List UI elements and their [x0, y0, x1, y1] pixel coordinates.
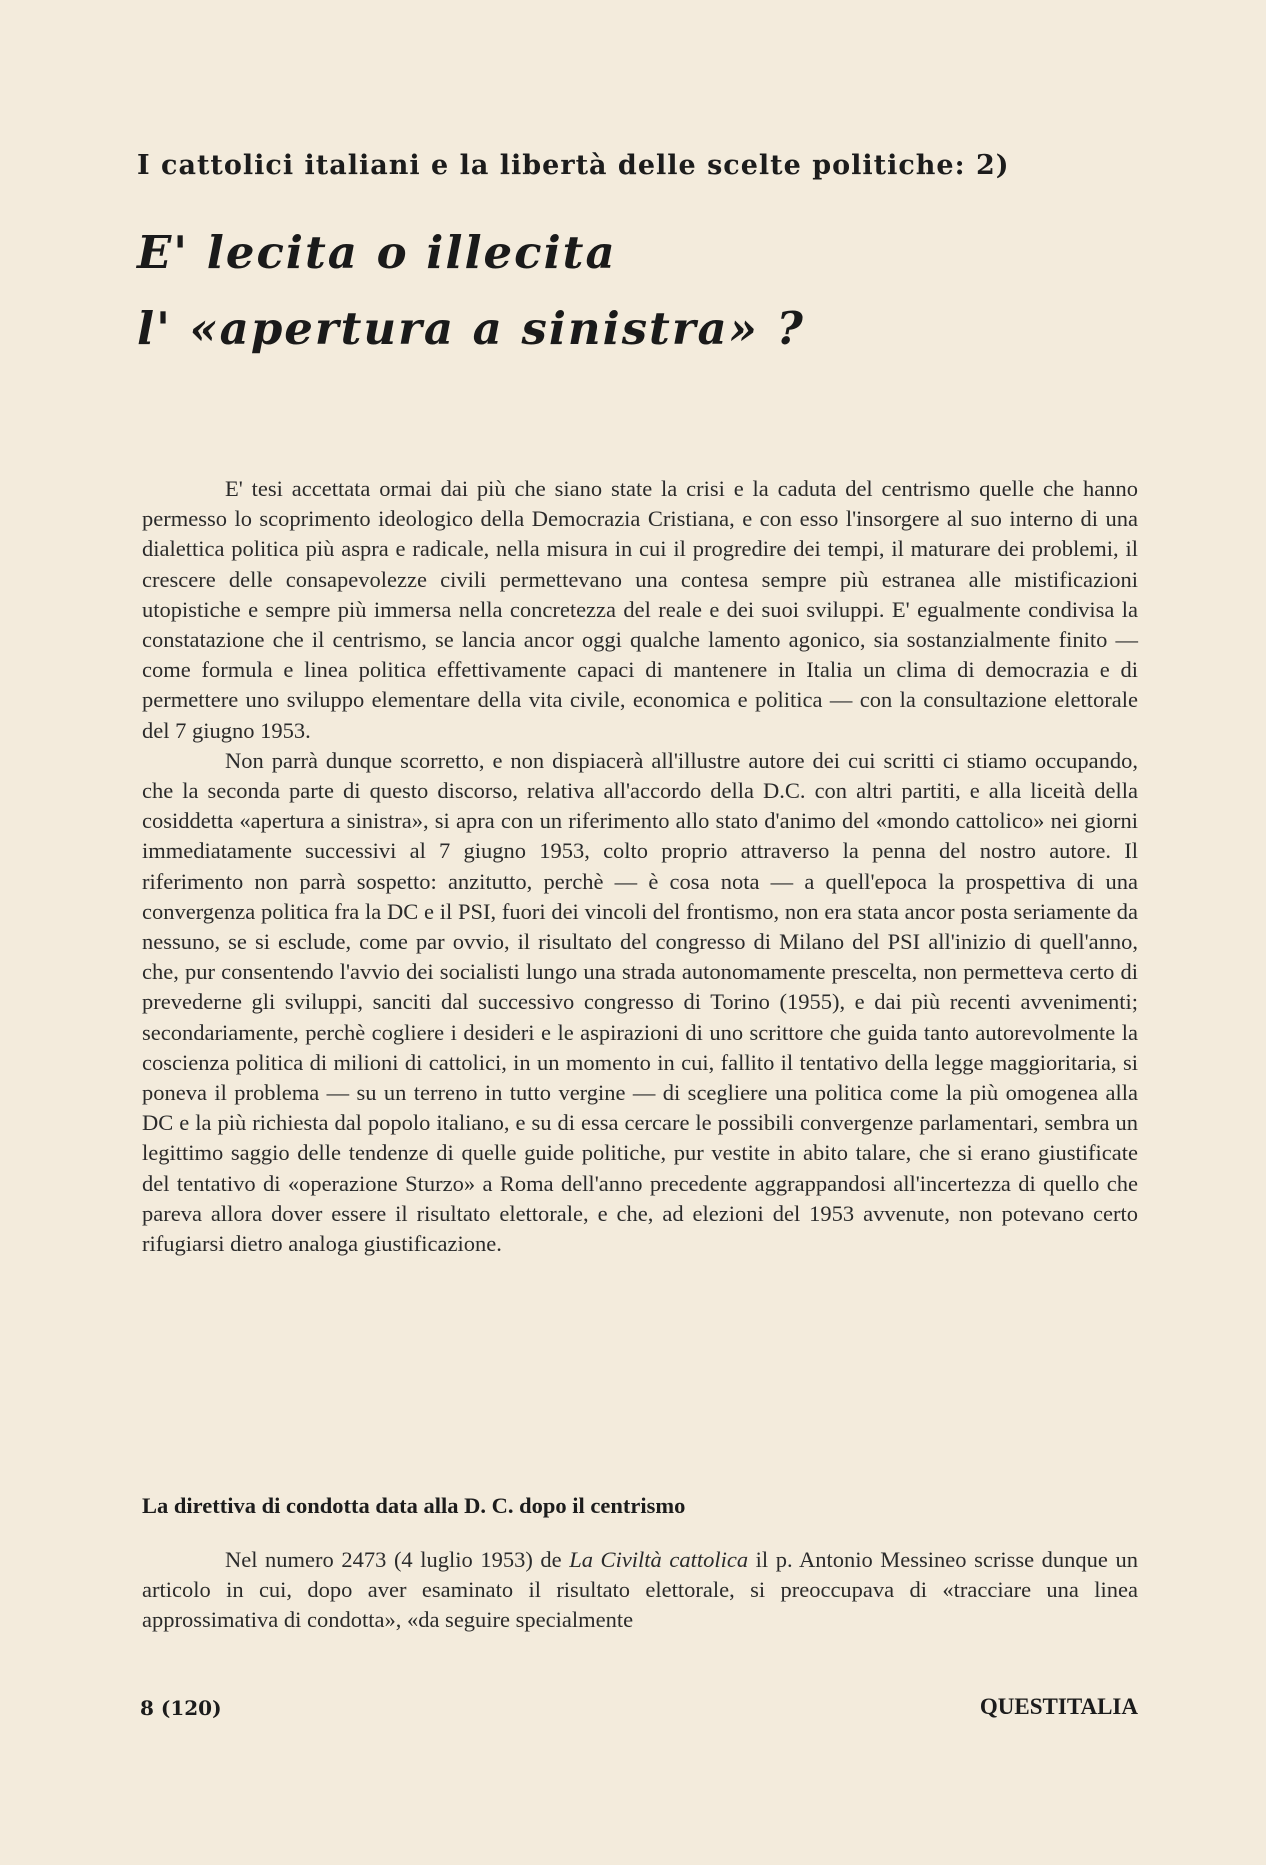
article-body: [142, 474, 1138, 1259]
paragraph-3-text-end: il p. Antonio Messineo scrisse dunque un articolo in cui, dopo aver esaminato il risultato elettorale, si preoccupava di «tracciare una linea approssimativa di condotta», «da seguire specialmente: [142, 1547, 1138, 1633]
article-title-line-2: l' «apertura a sinistra» ?: [137, 302, 805, 355]
body-paragraph-3: [142, 1545, 1138, 1636]
journal-title-reference: La Civiltà cattolica: [569, 1547, 749, 1572]
body-paragraph-1: E' tesi accettata ormai dai più che siano state la crisi e la caduta del centrismo quelle che hanno permesso lo scoprimento ideologico della Democrazia Cristiana, e con esso l'insorgere al suo interno di una dialettica politica più aspra e radicale, nella misura in cui il progredire dei tempi, il maturare dei problemi, il crescere delle consapevolezze civili permettevano una contesa sempre più estranea alle mistificazioni utopistiche e sempre più immersa nella concretezza del reale e dei suoi sviluppi. E' egualmente condivisa la constatazione che il centrismo, se lancia ancor oggi qualche lamento agonico, sia sostanzialmente finito — come formula e linea politica effettivamente capaci di mantenere in Italia un clima di democrazia e di permettere uno sviluppo elementare della vita civile, economica e politica — con la consultazione elettorale del 7 giugno 1953.: [142, 476, 1138, 743]
section-body: [142, 1545, 1138, 1636]
body-paragraph-2: Non parrà dunque scorretto, e non dispiacerà all'illustre autore dei cui scritti ci stiamo occupando, che la seconda parte di questo discorso, relativa all'accordo della D.C. con altri partiti, e alla liceità della cosiddetta «apertura a sinistra», si apra con un riferimento allo stato d'animo del «mondo cattolico» nei giorni immediatamente successivi al 7 giugno 1953, colto proprio attraverso la penna del nostro autore. Il riferimento non parrà sospetto: anzitutto, perchè — è cosa nota — a quell'epoca la prospettiva di una convergenza politica fra la DC e il PSI, fuori dei vincoli del frontismo, non era stata ancor posta seriamente da nessuno, se si esclude, come par ovvio, il risultato del congresso di Milano del PSI all'inizio di quell'anno, che, pur consentendo l'avvio dei socialisti lungo una strada autonomamente prescelta, non permetteva certo di prevederne gli sviluppi, sanciti dal successivo congresso di Torino (1955), e dai più recenti avvenimenti; secondariamente, perchè cogliere i desideri e le aspirazioni di uno scrittore che guida tanto autorevolmente la coscienza politica di milioni di cattolici, in un momento in cui, fallito il tentativo della legge maggioritaria, si poneva il problema — su un terreno in tutto vergine — di scegliere una politica come la più omogenea alla DC e la più richiesta dal popolo italiano, e su di essa cercare le possibili convergenze parlamentari, sembra un legittimo saggio delle tendenze di quelle guide politiche, pur vestite in abito talare, che si erano giustificate del tentativo di «operazione Sturzo» a Roma dell'anno precedente aggrappandosi all'incertezza di quello che pareva allora dover essere il risultato elettorale, e che, ad elezioni del 1953 avvenute, non potevano certo rifugiarsi dietro analoga giustificazione.: [142, 747, 1138, 1257]
article-title: [137, 215, 1137, 367]
section-subheading: La direttiva di condotta data alla D. C. dopo il centrismo: [142, 1493, 686, 1518]
journal-name: QUESTITALIA: [979, 1694, 1138, 1719]
paragraph-3-text-start: Nel numero 2473 (4 luglio 1953) de: [225, 1547, 570, 1572]
article-title-line-1: E' lecita o illecita: [137, 226, 617, 279]
article-kicker: I cattolici italiani e la libertà delle scelte politiche: 2): [137, 150, 1010, 181]
page-number: 8 (120): [140, 1696, 222, 1720]
